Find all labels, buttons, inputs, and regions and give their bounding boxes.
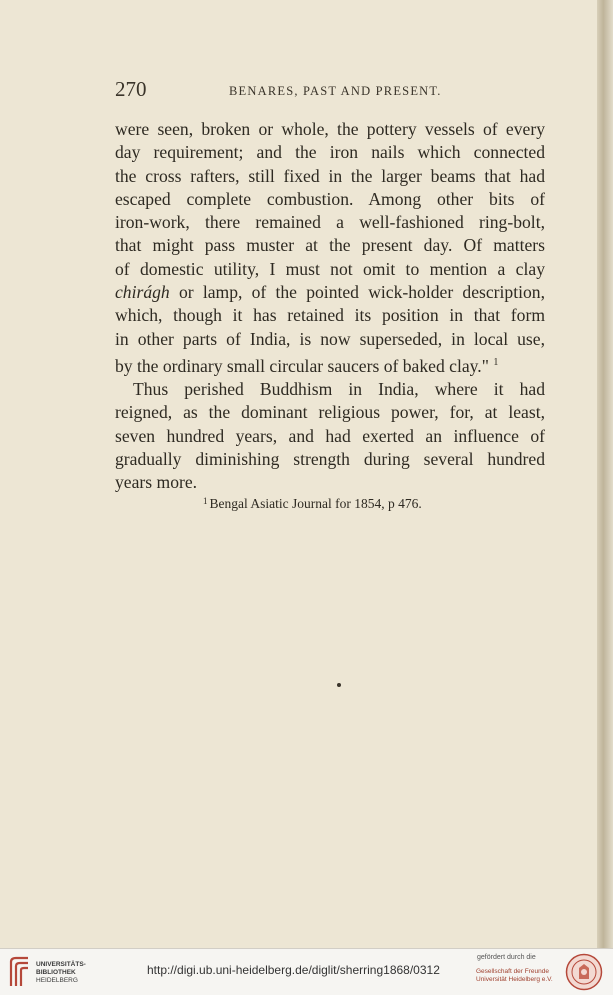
italic-word: chirágh [115, 282, 170, 303]
library-name-line3: HEIDELBERG [36, 977, 78, 984]
text-line-with-italic [115, 281, 545, 304]
text-line: seven hundred years, and had exerted an influence of [115, 425, 545, 446]
text-line: of domestic utility, I must not omit to mention a clay [115, 258, 545, 279]
text-line-rest: or lamp, of the pointed wick-holder description, [178, 282, 545, 303]
text-line: which, though it has retained its position in that form [115, 305, 545, 326]
text-line: years more. [115, 472, 198, 493]
text-line: iron-work, there remained a well-fashioned ring-bolt, [115, 212, 545, 233]
text-line-main: by the ordinary small circular saucers of baked clay." [115, 355, 489, 376]
university-seal-icon[interactable] [565, 953, 603, 991]
viewer-footer [0, 948, 613, 995]
library-name-line1: UNIVERSITÄTS- [36, 961, 86, 968]
page-edge [597, 0, 613, 948]
body-text [115, 118, 545, 495]
text-line: Thus perished Buddhism in India, where it had [133, 379, 545, 400]
university-library-logo-icon[interactable] [8, 956, 32, 988]
footnote-marker: 1 [203, 496, 208, 506]
text-line: that might pass muster at the present day. Of matters [115, 235, 545, 256]
running-title: BENARES, PAST AND PRESENT. [229, 84, 442, 98]
sponsor-line2: Universität Heidelberg e.V. [476, 976, 553, 983]
text-line: escaped complete combustion. Among other bits of [115, 188, 545, 209]
ink-speck [337, 683, 341, 687]
text-line: day requirement; and the iron nails which connected [115, 142, 545, 163]
page-number: 270 [115, 77, 147, 101]
text-line-with-note [115, 351, 545, 378]
footnote [203, 496, 422, 512]
footnote-text: Bengal Asiatic Journal for 1854, p 476. [209, 496, 422, 511]
text-line: were seen, broken or whole, the pottery vessels of every [115, 119, 545, 139]
text-line: reigned, as the dominant religious power, for, at least, [115, 402, 545, 423]
text-line: the cross rafters, still fixed in the larger beams that had [115, 165, 545, 186]
footnote-reference[interactable]: 1 [493, 356, 499, 368]
library-name[interactable] [36, 961, 86, 985]
page-header [115, 77, 545, 101]
text-line: in other parts of India, is now superseded, in local use, [115, 328, 545, 349]
library-name-line2: BIBLIOTHEK [36, 969, 76, 976]
funded-by-label: gefördert durch die [477, 954, 536, 961]
permalink-url[interactable]: http://digi.ub.uni-heidelberg.de/diglit/sherring1868/0312 [147, 963, 440, 977]
text-line: gradually diminishing strength during several hundred [115, 449, 545, 470]
sponsor-name[interactable] [476, 968, 553, 984]
sponsor-line1: Gesellschaft der Freunde [476, 968, 549, 975]
